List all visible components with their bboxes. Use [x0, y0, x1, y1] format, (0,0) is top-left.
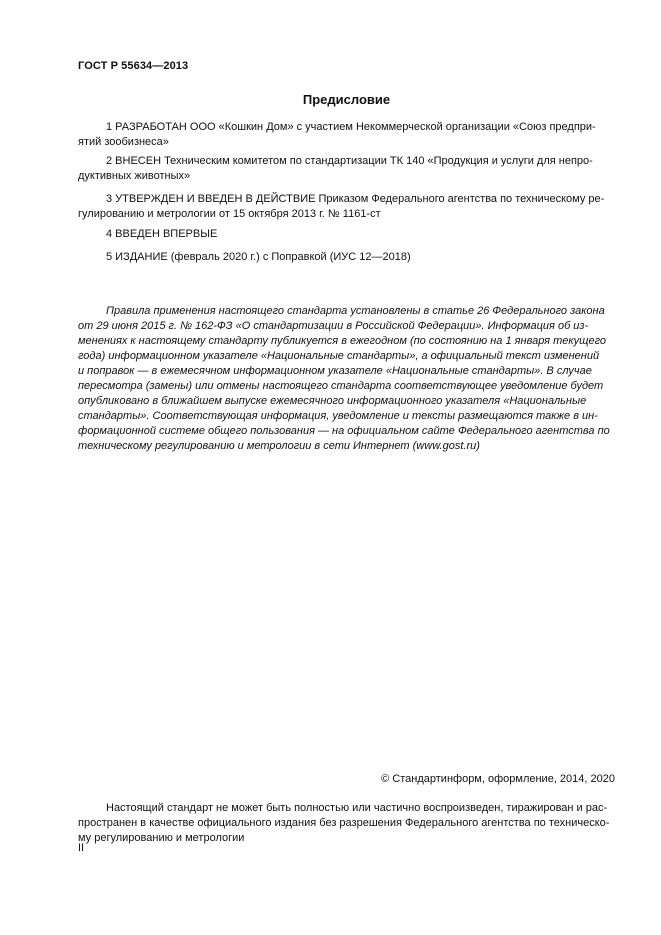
text-line: 1 РАЗРАБОТАН ООО «Кошкин Дом» с участием Некоммерческой организации «Союз предпри- — [106, 121, 596, 133]
rules-paragraph — [78, 304, 614, 454]
text-line: 3 УТВЕРЖДЕН И ВВЕДЕН В ДЕЙСТВИЕ Приказом Федерального агентства по техническому ре- — [106, 193, 605, 205]
copyright-notice: © Стандартинформ, оформление, 2014, 2020 — [381, 773, 615, 785]
text-line: и поправок — в ежемесячном информационном указателе «Национальные стандарты». В случае — [78, 365, 592, 377]
text-line: дуктивных животных» — [78, 170, 191, 182]
text-line: пересмотра (замены) или отмены настоящего стандарта соответствующее уведомление будет — [78, 380, 604, 392]
foreword-item-2 — [78, 154, 614, 184]
text-line: менениях к настоящему стандарту публикуется в ежегодном (по состоянию на 1 января текущего — [78, 335, 606, 347]
text-line: гулированию и метрологии от 15 октября 2013 г. № 1161-ст — [78, 208, 381, 220]
text-line: 5 ИЗДАНИЕ (февраль 2020 г.) с Поправкой (ИУС 12—2018) — [106, 251, 411, 263]
section-title-container — [0, 92, 661, 107]
foreword-item-1 — [78, 120, 614, 150]
text-line: ятий зообизнеса» — [78, 136, 169, 148]
text-line: Настоящий стандарт не может быть полностью или частично воспроизведен, тиражирован и рас- — [106, 802, 608, 814]
foreword-item-3 — [78, 192, 614, 222]
foreword-item-4 — [78, 227, 614, 242]
text-line: 2 ВНЕСЕН Техническим комитетом по стандартизации ТК 140 «Продукция и услуги для непро- — [106, 155, 593, 167]
text-line: стандарты». Соответствующая информация, уведомление и тексты размещаются также в ин- — [78, 410, 598, 422]
text-line: формационной системе общего пользования — на официальном сайте Федерального агентства по — [78, 425, 610, 437]
text-line: года) информационном указателе «Национальные стандарты», а официальный текст изменений — [78, 350, 600, 362]
text-line: му регулированию и метрологии — [78, 832, 245, 844]
text-line: Правила применения настоящего стандарта установлены в статье 26 Федерального закона — [106, 305, 605, 317]
text-line: пространен в качестве официального издания без разрешения Федерального агентства по техническо- — [78, 817, 610, 829]
page-number: II — [78, 842, 85, 854]
text-line: 4 ВВЕДЕН ВПЕРВЫЕ — [106, 228, 218, 240]
text-line: от 29 июня 2015 г. № 162-ФЗ «О стандартизации в Российской Федерации». Информация об из- — [78, 320, 589, 332]
text-line: техническому регулированию и метрологии в сети Интернет (www.gost.ru) — [78, 440, 480, 452]
text-line: опубликовано в ближайшем выпуске ежемесячного информационного указателя «Национальные — [78, 395, 587, 407]
section-title: Предисловие — [302, 92, 391, 107]
foreword-item-5 — [78, 250, 614, 265]
reproduction-notice — [78, 801, 615, 846]
document-code: ГОСТ Р 55634—2013 — [78, 60, 189, 72]
